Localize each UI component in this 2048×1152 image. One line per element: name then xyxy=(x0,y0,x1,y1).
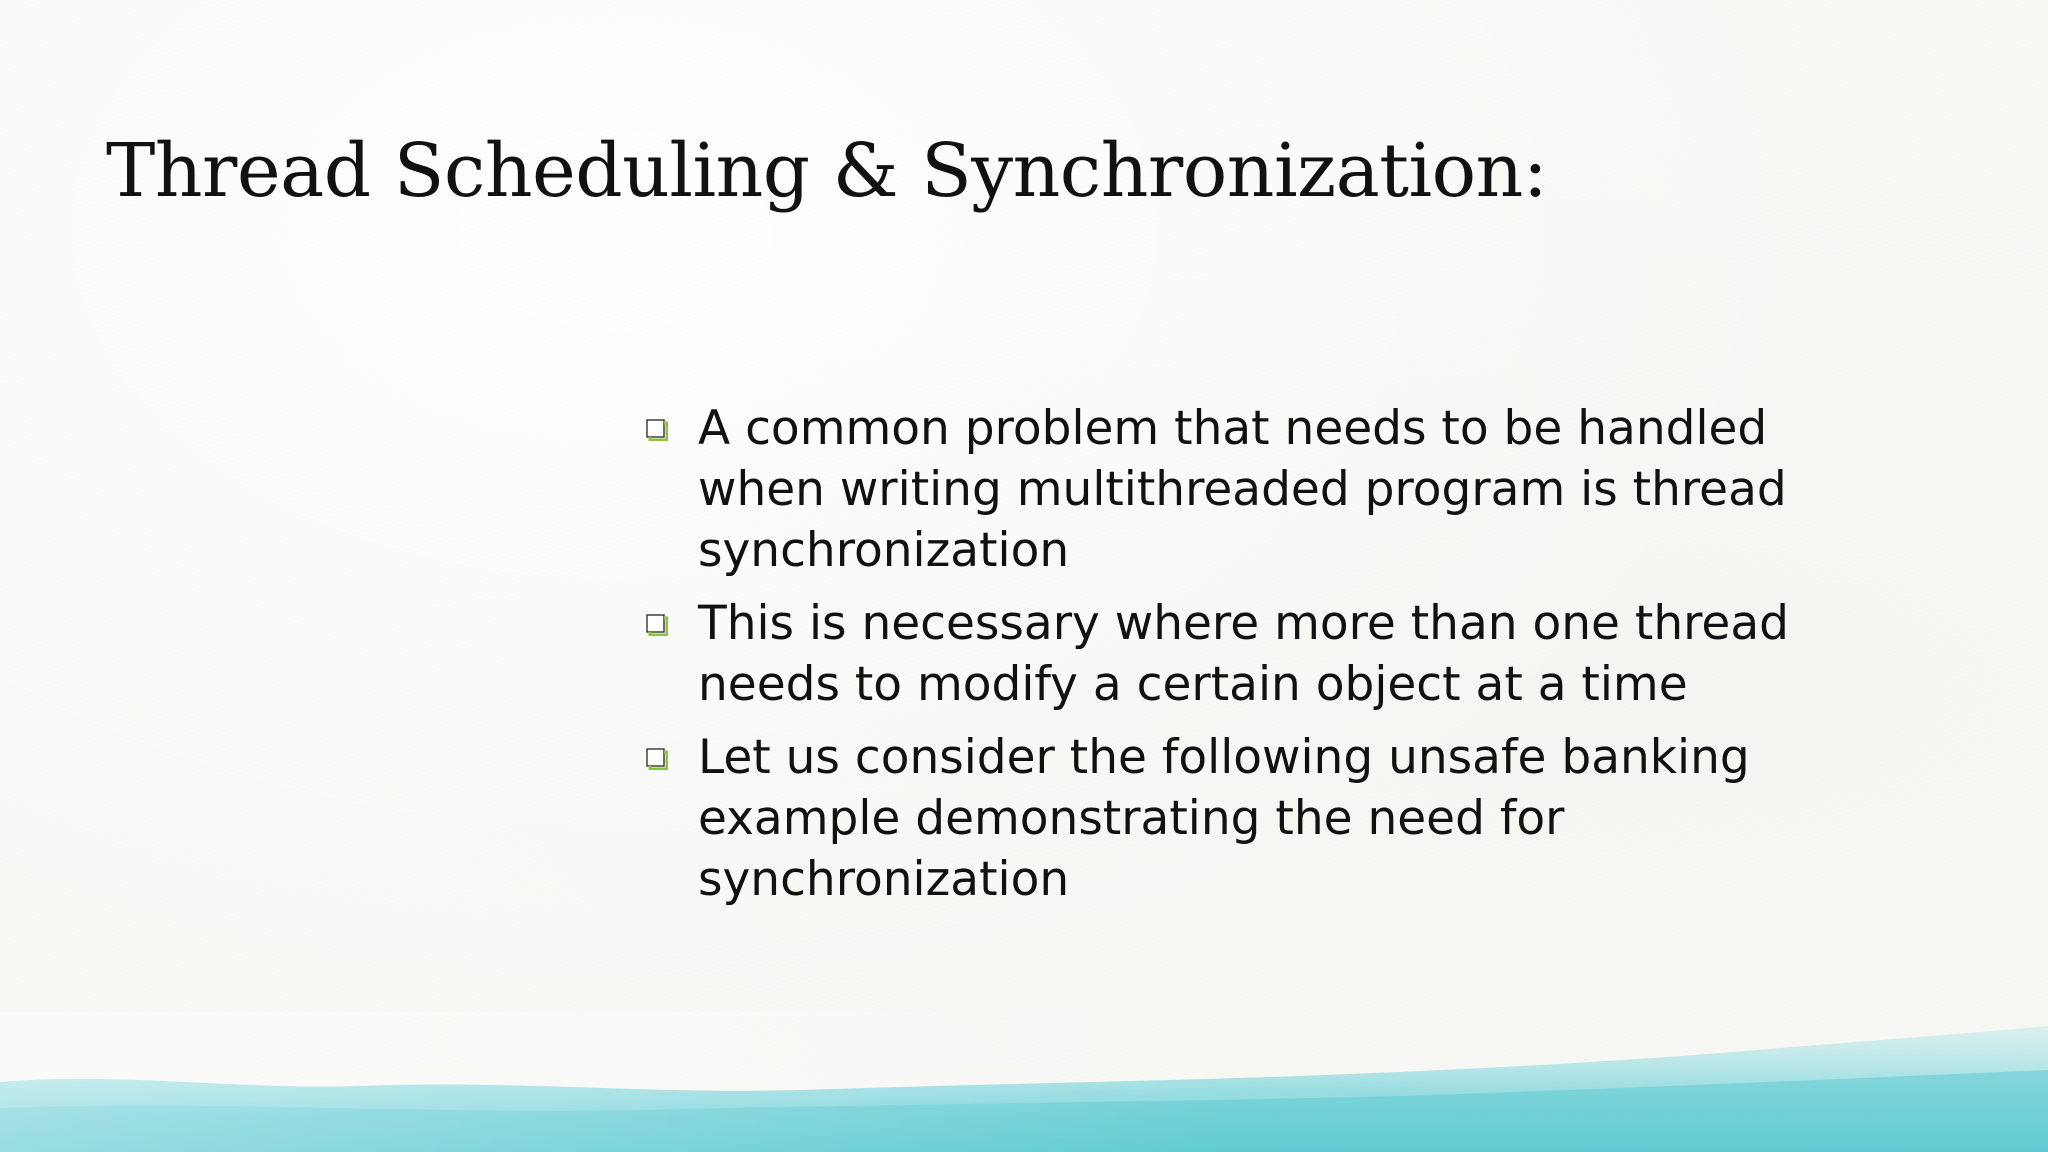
bullet-item xyxy=(640,727,1840,910)
bullet-list xyxy=(640,398,1840,922)
bullet-item xyxy=(640,398,1840,581)
bullet-text: This is necessary where more than one thread needs to modify a certain object at a time xyxy=(698,596,1789,712)
square-bullet-icon xyxy=(646,614,668,636)
square-bullet-icon xyxy=(646,419,668,441)
square-bullet-icon xyxy=(646,748,668,770)
slide-title: Thread Scheduling & Synchronization: xyxy=(106,128,1548,214)
watercolor-wash xyxy=(0,1012,2048,1152)
bullet-item xyxy=(640,593,1840,715)
bullet-text: Let us consider the following unsafe banking example demonstrating the need for synchronization xyxy=(698,730,1750,907)
bullet-text: A common problem that needs to be handled when writing multithreaded program is thread synchronization xyxy=(698,401,1787,578)
